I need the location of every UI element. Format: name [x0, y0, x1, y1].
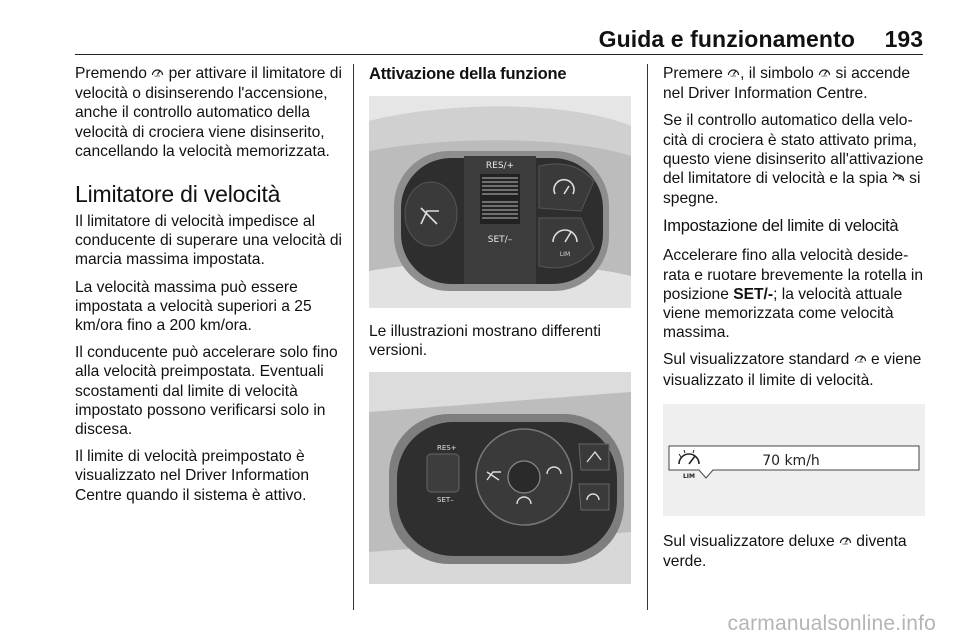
subsection-heading: Attivazione della funzione: [369, 65, 567, 83]
speed-limiter-icon: [839, 533, 852, 552]
paragraph: Sul visualizzatore standard LIM e viene visualizzato il limite di velocità.: [663, 351, 922, 389]
subsection-heading: Impostazione del limite di velocità: [663, 217, 899, 236]
set-label: SET/–: [487, 235, 513, 245]
svg-text:LIM: LIM: [154, 73, 160, 77]
display-speed: 70 km/h: [762, 452, 820, 469]
paragraph: Il limite di velocità preimpostato è visualizzato nel Driver Information Centre quando il sistema è attivo.: [75, 448, 309, 504]
page-number: 193: [884, 26, 923, 52]
paragraph: Se il controllo automatico della velocità di crociera è stato attivato prima, questo viene disinserito all'attivazione del limitatore di velocità e la spia si spegne.: [663, 112, 924, 208]
lim-label: LIM: [559, 251, 571, 258]
speed-limiter-icon: [727, 65, 740, 84]
paragraph: Il conducente può accelerare solo fino alla velocità preimpostata. Eventuali scostamenti dal limite di velocità impostato possono verificarsi solo in discesa.: [75, 344, 338, 439]
svg-text:LIM: LIM: [730, 73, 736, 77]
svg-text:LIM: LIM: [821, 73, 827, 77]
display-lim-label: LIM: [682, 472, 696, 480]
res-label-alt: RES+: [437, 444, 457, 453]
column-2: [369, 64, 633, 584]
steering-wheel-controls-image-alt: [369, 372, 631, 584]
section-heading: Limitatore di velocità: [75, 181, 281, 208]
watermark: carmanualsonline.info: [727, 612, 936, 635]
paragraph: Sul visualizzatore deluxe LIM diventa verde.: [663, 532, 907, 571]
image-caption: Le illustrazioni mostrano differenti versioni.: [369, 323, 602, 360]
speed-limiter-icon: [854, 351, 867, 370]
driver-info-display-image: [663, 404, 925, 516]
steering-wheel-controls-image: [369, 96, 631, 308]
speed-limiter-icon: [818, 65, 831, 84]
paragraph: Premendo LIM per attivare il limitatore di velocità o disinserendo l'accensione, anche il controllo automatico della velocità di crociera viene disinserito, cancellando la velocità memorizzata.: [75, 65, 342, 160]
column-divider: [647, 64, 648, 610]
speed-limiter-icon: [151, 65, 164, 84]
header-title: Guida e funzionamento: [598, 26, 855, 52]
column-3: [663, 64, 925, 579]
set-label-alt: SET–: [437, 496, 454, 505]
page-header: [75, 22, 923, 55]
column-divider: [353, 64, 354, 610]
column-1: [75, 64, 343, 513]
paragraph: Il limitatore di velocità impedisce al conducente di superare una velocità di marcia massima impostata.: [75, 213, 343, 269]
res-label: RES/+: [485, 161, 515, 171]
paragraph: Accelerare fino alla velocità desiderata e ruotare brevemente la rotella in posizione SET/-; la velocità attuale viene memorizzata come velocità massima.: [663, 247, 924, 342]
svg-text:LIM: LIM: [857, 360, 863, 364]
cruise-off-icon: [892, 170, 905, 189]
svg-text:LIM: LIM: [842, 541, 848, 545]
paragraph: La velocità massima può essere impostata a velocità superiori a 25 km/ora fino a 200 km/ora.: [75, 278, 312, 335]
paragraph: Premere LIM , il simbolo LIM si accende nel Driver Information Centre.: [663, 65, 911, 103]
